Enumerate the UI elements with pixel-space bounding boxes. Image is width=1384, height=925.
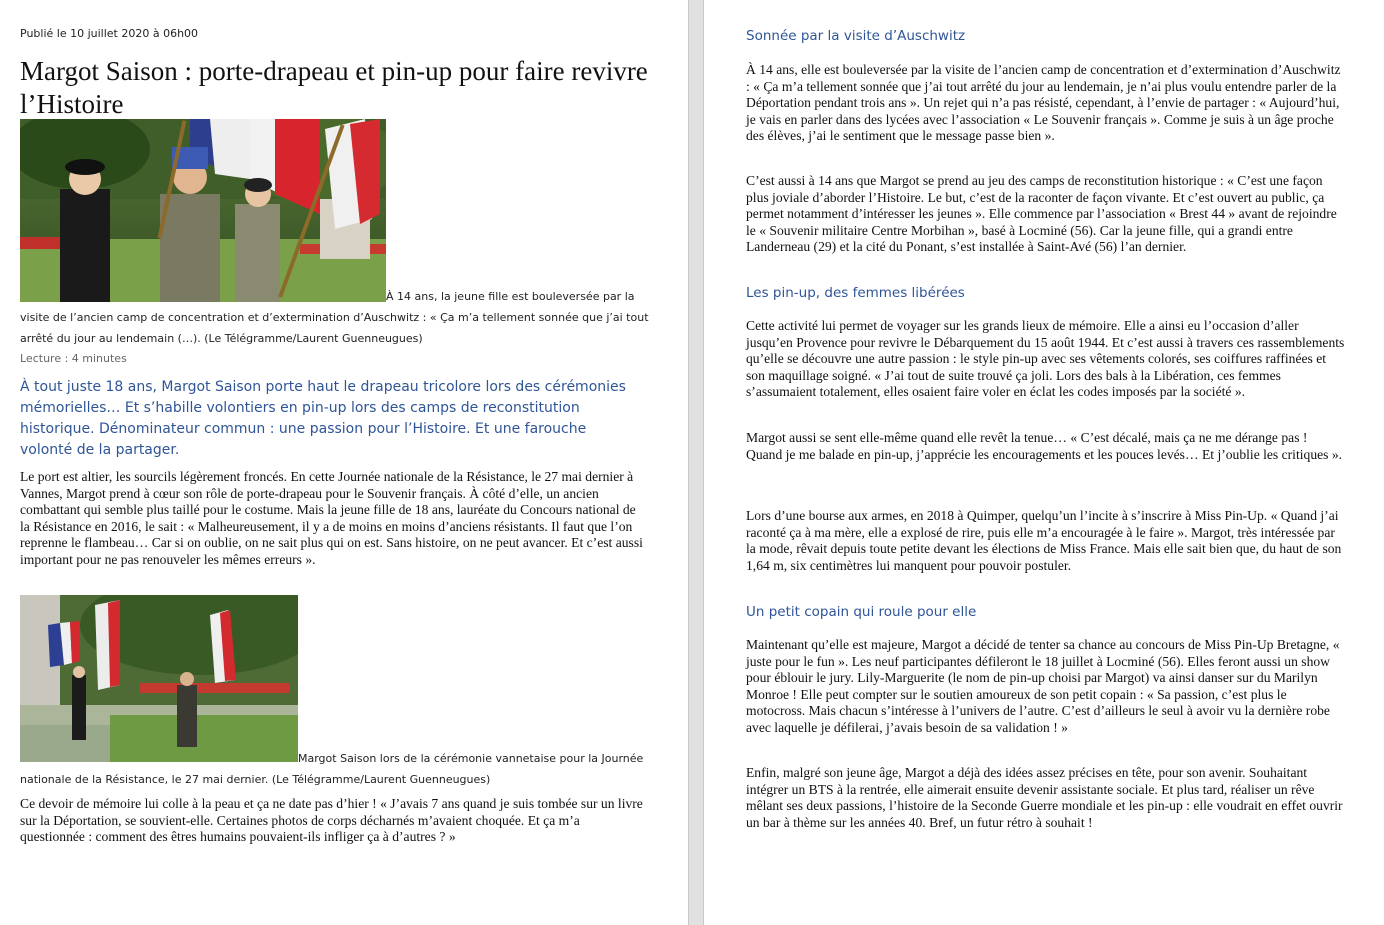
article-paragraph: Ce devoir de mémoire lui colle à la peau et ça ne date pas d’hier ! « J’avais 7 ans quand je suis tombée sur un livre sur la Déportation, se souvient-elle. Certaines photos de corps décharnés m’avaient choquée. Et ça m’a questionnée : comment des êtres humains pouvaient-ils infliger ça à d’autres ? » (20, 796, 643, 844)
photo1-caption: À 14 ans, la jeune fille est bouleversée par la visite de l’ancien camp de concentration et d’extermination d’Auschwitz : « Ça m’a tellement sonnée que j’ai tout arrêté du jour au lendemain (…). (Le Télégramme/Laurent Guenneugues) (20, 290, 649, 345)
article-photo-flag-bearers (20, 119, 386, 302)
article-paragraph: Le port est altier, les sourcils légèrement froncés. En cette Journée nationale de la Résistance, le 27 mai dernier à Vannes, Margot prend à cœur son rôle de porte-drapeau pour le Souvenir français. À côté d’elle, un ancien combattant qui semble plus taillé pour le costume. Mais la jeune fille de 18 ans, lauréate du Concours national de la Résistance en 2016, le sait : « Malheureusement, il y a de moins en moins d’anciens résistants. Il faut que l’on reprenne le flambeau… Car si on oublie, on ne sait plus qui on est. Sans histoire, on ne peut avancer. Et c’est aussi important pour ne pas renouveler les mêmes erreurs ». (20, 469, 643, 567)
article-lead: À tout juste 18 ans, Margot Saison porte haut le drapeau tricolore lors des cérémonies mémorielles… Et s’habille volontiers en pin-up lors des camps de reconstitution historique. Dénominateur commun : une passion pour l’Histoire. Et une farouche volonté de la partager. (20, 379, 626, 458)
article-paragraph: Cette activité lui permet de voyager sur les grands lieux de mémoire. Elle a ainsi eu l’occasion d’aller jusqu’en Provence pour revivre le Débarquement du 15 août 1944. Et c’est aussi à travers ces rassemblements qu’elle se découvre une autre passion : le style pin-up avec ses vêtements colorés, ses coiffures raffinées et son maquillage soigné. « J’ai tout de suite trouvé ça joli. Lors des bals à la Libération, ces femmes s’assumaient totalement, elles osaient faire voler en éclat les codes imposés par la société ». (746, 318, 1345, 399)
section-heading: Les pin-up, des femmes libérées (746, 285, 965, 301)
document-page-left (0, 0, 688, 925)
article-title: Margot Saison : porte-drapeau et pin-up pour faire revivre l’Histoire (20, 56, 648, 119)
photo2-caption: Margot Saison lors de la cérémonie vannetaise pour la Journée nationale de la Résistance, le 27 mai dernier. (Le Télégramme/Laurent Guenneugues) (20, 752, 644, 786)
article-paragraph: Maintenant qu’elle est majeure, Margot a décidé de tenter sa chance au concours de Miss Pin-Up Bretagne, « juste pour le fun ». Les neuf participantes défileront le 18 juillet à Locminé (56). Elles feront aussi un show pour éblouir le jury. Lily-Marguerite (le nom de pin-up choisi par Margot) va ainsi danser sur du Marilyn Monroe ! Elle peut compter sur le soutien amoureux de son petit copain : « Sa passion, c’est plus le motocross. Mais chacun s’intéresse à l’univers de l’autre. C’est d’ailleurs le seul à avoir vu la dernière robe avec laquelle je défilerai, j’avais besoin de sa validation ! » (746, 637, 1340, 735)
section-heading: Sonnée par la visite d’Auschwitz (746, 28, 966, 44)
page-gutter (688, 0, 704, 925)
article-paragraph: Margot aussi se sent elle-même quand elle revêt la tenue… « C’est décalé, mais ça ne me dérange pas ! Quand je me balade en pin-up, j’apprécie les encouragements et les pouces levés… Et j’oublie les critiques ». (746, 430, 1343, 462)
photo-ceremony-image (20, 595, 298, 762)
article-paragraph: Enfin, malgré son jeune âge, Margot a déjà des idées assez précises en tête, pour son avenir. Souhaitant intégrer un BTS à la rentrée, elle aimerait ensuite devenir assistante sociale. Et plus tard, réaliser un rêve mêlant ses deux passions, l’histoire de la Seconde Guerre mondiale et les pin-up : elle voudrait en effet ouvrir un bar à thème sur les années 40. Bref, un futur rétro à souhait ! (746, 765, 1343, 830)
reading-time: Lecture : 4 minutes (20, 352, 127, 365)
article-paragraph: C’est aussi à 14 ans que Margot se prend au jeu des camps de reconstitution historique : « C’est une façon plus joviale d’aborder l’Histoire. Le but, c’est de la raconter de façon vivante. Et c’est ouvert au public, ça permet notamment d’intéresser les jeunes ». Elle commence par l’association « Brest 44 » avant de rejoindre le « Souvenir militaire Centre Morbihan », basé à Locminé (56). Car la jeune fille, qui a grandi entre Landerneau (29) et la cité du Ponant, s’est installée à Saint-Avé (56) l’an dernier. (746, 173, 1337, 254)
section-heading: Un petit copain qui roule pour elle (746, 604, 977, 620)
article-photo-ceremony (20, 595, 298, 762)
publication-date: Publié le 10 juillet 2020 à 06h00 (20, 27, 199, 40)
document-page-right (704, 0, 1384, 925)
article-paragraph: À 14 ans, elle est bouleversée par la visite de l’ancien camp de concentration et d’extermination d’Auschwitz : « Ça m’a tellement sonnée que j’ai tout arrêté du jour au lendemain, je n’ai plus voulu entendre parler de la Déportation pendant trois ans ». Un rejet qui n’a pas résisté, cependant, à l’envie de partager : « Aujourd’hui, je vais en parler dans des lycées avec l’association « Le Souvenir français ». Comme je suis à un âge proche des élèves, j’ai le sentiment que le message passe bien ». (746, 62, 1341, 143)
photo-flag-bearers-image (20, 119, 386, 302)
article-paragraph: Lors d’une bourse aux armes, en 2018 à Quimper, quelqu’un l’incite à s’inscrire à Miss Pin-Up. « Quand j’ai raconté ça à ma mère, elle a explosé de rire, puis elle m’a encouragée à le faire ». Margot, très intéressée par la mode, rêvait depuis toute petite devant les élections de Miss France. Mais elle sait bien que, du haut de son 1,64 m, six centimètres lui manquent pour pouvoir postuler. (746, 508, 1342, 573)
